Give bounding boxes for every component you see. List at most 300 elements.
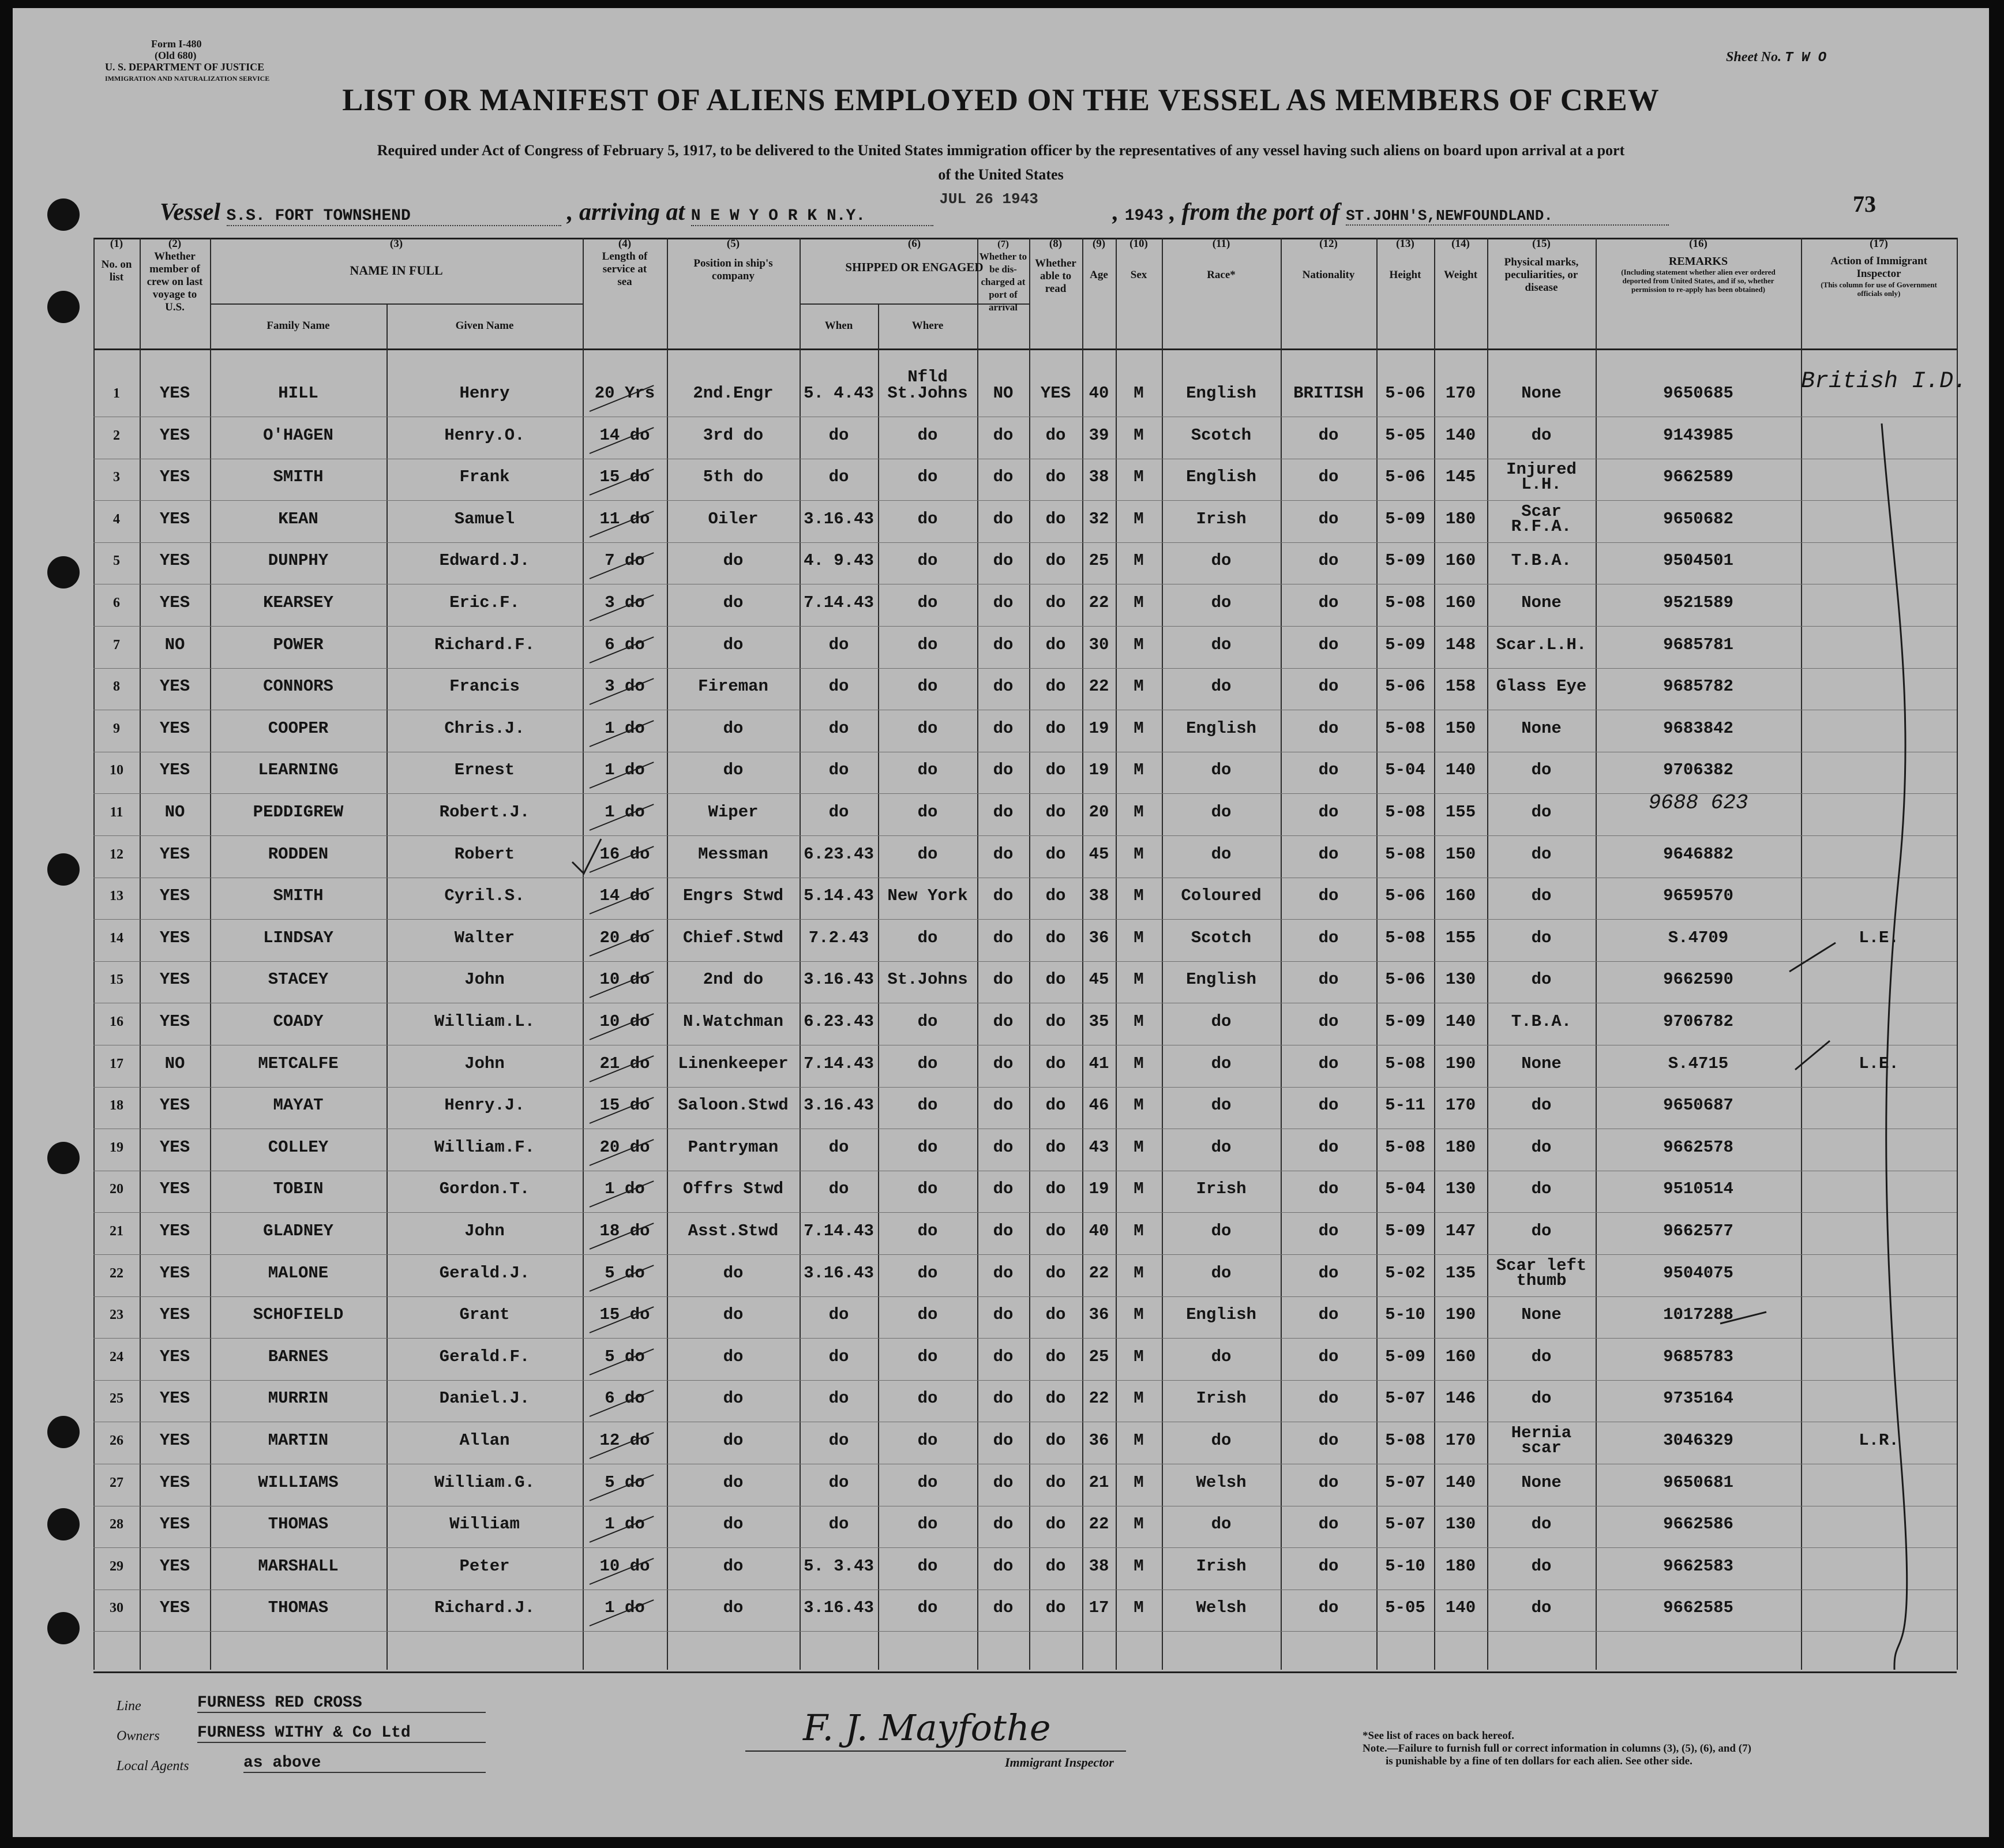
sex: M [1134,760,1144,780]
family-name: HILL [278,384,318,403]
nationality: do [1318,1515,1339,1534]
read-flag: do [1045,593,1066,612]
age: 41 [1089,1054,1109,1073]
height: 5-10 [1385,1556,1425,1576]
row-number: 15 [110,972,123,988]
col-action-header: (17) Action of Immigrant Inspector (This column for use of Government officials only) [1821,238,1937,298]
col-when-header: When [824,320,853,332]
sex: M [1134,1515,1144,1534]
discharged-flag: do [993,467,1014,487]
family-name: SCHOFIELD [253,1305,344,1325]
weight: 180 [1445,1137,1476,1157]
given-name: William [449,1515,520,1534]
physical-marks: Scar left thumb [1496,1255,1587,1290]
shipped-where: New York [887,886,968,906]
row-number: 17 [110,1056,123,1071]
sex: M [1134,593,1144,612]
fine-note: Note.—Failure to furnish full or correct information in columns (3), (5), (6), and (7) [1363,1742,1751,1755]
physical-marks: None [1521,1054,1562,1073]
family-name: RODDEN [268,844,329,864]
service-length: 20 do [599,928,650,947]
row-number: 28 [110,1517,123,1532]
race: do [1211,1221,1232,1240]
col-family-header: Family Name [267,320,330,332]
ship-position: Oiler [708,509,759,528]
service-length: 1 do [605,803,645,822]
given-name: Henry [459,384,510,403]
age: 20 [1089,803,1109,822]
race: do [1211,1054,1232,1073]
physical-marks: do [1531,844,1552,864]
nationality: do [1318,803,1339,822]
service-length: 16 do [599,844,650,864]
race: do [1211,1096,1232,1115]
physical-marks: do [1531,1137,1552,1157]
remarks: 9650687 [1663,1096,1733,1115]
physical-marks: do [1531,803,1552,822]
nationality: do [1318,1137,1339,1157]
vessel-name: S.S. FORT TOWNSHEND [227,207,561,226]
service-length: 1 do [605,1179,645,1199]
shipped-where: do [917,1598,938,1618]
height: 5-04 [1385,1179,1425,1199]
race: English [1186,1305,1256,1325]
given-name: William.L. [434,1012,535,1031]
member-flag: YES [159,1347,190,1366]
col-position-header: (5) Position in ship's company [693,238,773,282]
row-number: 5 [113,553,120,569]
shipped-where: do [917,1389,938,1408]
row-number: 27 [110,1475,123,1490]
service-length: 5 do [605,1472,645,1492]
physical-marks: do [1531,970,1552,989]
sex: M [1134,467,1144,487]
nationality: do [1318,677,1339,696]
given-name: Eric.F. [449,593,520,612]
weight: 170 [1445,1431,1476,1450]
member-flag: NO [164,1054,185,1073]
shipped-when: do [828,1179,849,1199]
service-length: 20 do [599,1137,650,1157]
race: do [1211,844,1232,864]
shipped-where: do [917,844,938,864]
remarks: 9662586 [1663,1515,1733,1534]
weight: 140 [1445,760,1476,780]
weight: 135 [1445,1263,1476,1283]
age: 25 [1089,551,1109,571]
row-number: 20 [110,1182,123,1197]
shipped-when: do [828,1347,849,1366]
read-flag: do [1045,1431,1066,1450]
member-flag: YES [159,467,190,487]
sex: M [1134,1054,1144,1073]
given-name: Francis [449,677,520,696]
given-name: Chris.J. [444,718,525,738]
remarks: 9650685 [1663,384,1733,403]
service-length: 5 do [605,1347,645,1366]
physical-marks: do [1531,1096,1552,1115]
ship-position: Chief.Stwd [682,928,784,947]
weight: 145 [1445,467,1476,487]
departure-port: ST.JOHN'S,NEWFOUNDLAND. [1346,207,1669,226]
service-length: 18 do [599,1221,650,1240]
sheet-number-label: Sheet No. T W O [1726,50,1827,66]
row-number: 21 [110,1224,123,1239]
discharged-flag: do [993,718,1014,738]
age: 45 [1089,970,1109,989]
remarks: 9735164 [1663,1389,1733,1408]
read-flag: do [1045,1556,1066,1576]
weight: 155 [1445,803,1476,822]
given-name: Robert.J. [439,803,530,822]
manifest-sheet [13,8,1989,1837]
col-remarks-header: (16) REMARKS (Including statement whether alien ever ordered deported from United States, and if so, whether permission to re-apply has been obtained) [1621,238,1776,294]
shipped-when: do [828,1431,849,1450]
sex: M [1134,384,1144,403]
ship-position: N.Watchman [682,1012,784,1031]
weight: 170 [1445,1096,1476,1115]
shipped-where: do [917,1054,938,1073]
shipped-where: do [917,1305,938,1325]
inspector-action: L.R. [1859,1431,1899,1450]
shipped-when: 7.14.43 [804,1221,874,1240]
member-flag: YES [159,1096,190,1115]
remarks: 9706382 [1663,760,1733,780]
shipped-when: 3.16.43 [804,970,874,989]
service-length: 1 do [605,1598,645,1618]
service-length: 3 do [605,677,645,696]
member-flag: YES [159,425,190,445]
weight: 130 [1445,1179,1476,1199]
read-flag: do [1045,1054,1066,1073]
given-name: William.F. [434,1137,535,1157]
height: 5-08 [1385,803,1425,822]
weight: 180 [1445,509,1476,528]
discharged-flag: do [993,1305,1014,1325]
height: 5-09 [1385,1347,1425,1366]
given-name: Henry.O. [444,425,525,445]
age: 17 [1089,1598,1109,1618]
race: English [1186,970,1256,989]
family-name: METCALFE [258,1054,339,1073]
age: 45 [1089,844,1109,864]
shipped-when: 3.16.43 [804,1096,874,1115]
shipped-where: do [917,1221,938,1240]
physical-marks: Injured L.H. [1506,460,1577,494]
family-name: KEAN [278,509,318,528]
service-length: 6 do [605,635,645,654]
read-flag: do [1045,760,1066,780]
race: English [1186,467,1256,487]
service-length: 15 do [599,467,650,487]
physical-marks: None [1521,1472,1562,1492]
member-flag: YES [159,1263,190,1283]
race: do [1211,803,1232,822]
service-length: 10 do [599,1012,650,1031]
remarks: 9143985 [1663,425,1733,445]
discharged-flag: do [993,844,1014,864]
height: 5-08 [1385,718,1425,738]
nationality: do [1318,1556,1339,1576]
physical-marks: T.B.A. [1511,551,1572,571]
shipped-when: do [828,677,849,696]
height: 5-06 [1385,970,1425,989]
remarks: 9504075 [1663,1263,1733,1283]
read-flag: do [1045,1305,1066,1325]
weight: 180 [1445,1556,1476,1576]
remarks: S.4709 [1668,928,1729,947]
arrival-year: 1943 [1124,207,1164,225]
member-flag: YES [159,509,190,528]
nationality: do [1318,886,1339,906]
sex: M [1134,1389,1144,1408]
col-sex-header: (10) Sex [1129,238,1148,281]
shipped-when: do [828,467,849,487]
col-member-header: (2) Whether member of crew on last voyage to U.S. [147,238,203,313]
shipped-where: do [917,1096,938,1115]
shipped-where: do [917,1012,938,1031]
physical-marks: do [1531,1598,1552,1618]
remarks: 9646882 [1663,844,1733,864]
nationality: do [1318,928,1339,947]
service-length: 15 do [599,1305,650,1325]
row-number: 12 [110,846,123,862]
given-name: Frank [459,467,510,487]
year-separator: , [1112,199,1119,226]
given-name: Gordon.T. [439,1179,530,1199]
nationality: do [1318,1431,1339,1450]
sex: M [1134,1472,1144,1492]
member-flag: YES [159,551,190,571]
read-flag: do [1045,803,1066,822]
inspector-action: British I.D. [1801,369,1968,395]
physical-marks: None [1521,384,1562,403]
row-number: 9 [113,721,120,736]
service-length: 6 do [605,1389,645,1408]
race: Scotch [1191,928,1252,947]
weight: 130 [1445,1515,1476,1534]
sex: M [1134,1263,1144,1283]
service-length: 14 do [599,886,650,906]
ship-position: Offrs Stwd [682,1179,784,1199]
shipped-where: do [917,760,938,780]
discharged-flag: do [993,425,1014,445]
given-name: Richard.F. [434,635,535,654]
age: 36 [1089,1305,1109,1325]
height: 5-08 [1385,1137,1425,1157]
shipped-when: 5. 4.43 [804,384,874,403]
discharged-flag: NO [993,384,1014,403]
shipped-when: do [828,1515,849,1534]
line-value: FURNESS RED CROSS [197,1694,486,1713]
member-flag: YES [159,1221,190,1240]
discharged-flag: do [993,1431,1014,1450]
col-physical-header: (15) Physical marks, peculiarities, or disease [1504,238,1579,294]
shipped-where: do [917,1263,938,1283]
member-flag: YES [159,718,190,738]
service-length: 14 do [599,425,650,445]
service-length: 21 do [599,1054,650,1073]
service-length: 10 do [599,1556,650,1576]
row-number: 11 [110,805,123,820]
given-name: John [464,970,505,989]
race: do [1211,593,1232,612]
shipped-when: do [828,760,849,780]
race: Irish [1196,1389,1247,1408]
age: 35 [1089,1012,1109,1031]
shipped-when: do [828,1472,849,1492]
ship-position: do [723,1556,744,1576]
shipped-where: do [917,928,938,947]
age: 19 [1089,718,1109,738]
age: 22 [1089,1389,1109,1408]
col-read-header: (8) Whether able to read [1035,238,1076,295]
shipped-where: do [917,1472,938,1492]
row-number: 26 [110,1433,123,1448]
ship-position: do [723,551,744,571]
age: 39 [1089,425,1109,445]
shipped-when: do [828,718,849,738]
read-flag: do [1045,467,1066,487]
weight: 140 [1445,1472,1476,1492]
nationality: do [1318,970,1339,989]
owners-label: Owners [117,1729,160,1744]
family-name: LINDSAY [263,928,333,947]
weight: 150 [1445,844,1476,864]
member-flag: NO [164,635,185,654]
nationality: do [1318,1347,1339,1366]
manifest-subtitle-2: of the United States [938,166,1064,183]
manifest-subtitle: Required under Act of Congress of February 5, 1917, to be delivered to the United States immigration officer by the representatives of any vessel having such aliens on board upon arrival at a port [377,142,1625,159]
shipped-where: do [917,1137,938,1157]
height: 5-10 [1385,1305,1425,1325]
race: do [1211,1263,1232,1283]
ship-position: do [723,593,744,612]
read-flag: do [1045,1221,1066,1240]
physical-marks: T.B.A. [1511,1012,1572,1031]
race: do [1211,760,1232,780]
physical-marks: do [1531,760,1552,780]
sex: M [1134,886,1144,906]
race: Scotch [1191,425,1252,445]
race: do [1211,635,1232,654]
weight: 140 [1445,1598,1476,1618]
given-name: Grant [459,1305,510,1325]
ship-position: 5th do [703,467,764,487]
discharged-flag: do [993,803,1014,822]
age: 19 [1089,760,1109,780]
given-name: Edward.J. [439,551,530,571]
given-name: Samuel [454,509,515,528]
height: 5-09 [1385,509,1425,528]
remarks: 9685782 [1663,677,1733,696]
family-name: CONNORS [263,677,333,696]
shipped-where: do [917,1515,938,1534]
family-name: KEARSEY [263,593,333,612]
service-length: 1 do [605,1515,645,1534]
race: Coloured [1181,886,1262,906]
physical-marks: Scar R.F.A. [1511,501,1572,536]
ship-position: Wiper [708,803,759,822]
height: 5-11 [1385,1096,1425,1115]
shipped-when: 7.14.43 [804,1054,874,1073]
family-name: TOBIN [273,1179,324,1199]
col-race-header: (11) Race* [1207,238,1236,281]
races-note: *See list of races on back hereof. [1363,1730,1514,1742]
age: 22 [1089,1263,1109,1283]
weight: 190 [1445,1054,1476,1073]
read-flag: do [1045,970,1066,989]
discharged-flag: do [993,928,1014,947]
read-flag: do [1045,635,1066,654]
sex: M [1134,718,1144,738]
weight: 140 [1445,425,1476,445]
shipped-where: do [917,593,938,612]
nationality: do [1318,1096,1339,1115]
height: 5-07 [1385,1389,1425,1408]
service-length: 3 do [605,593,645,612]
weight: 146 [1445,1389,1476,1408]
sex: M [1134,551,1144,571]
member-flag: YES [159,1598,190,1618]
department: U. S. DEPARTMENT OF JUSTICE [105,61,265,73]
age: 22 [1089,677,1109,696]
ship-position: do [723,1472,744,1492]
remarks: 9662577 [1663,1221,1733,1240]
shipped-where: do [917,425,938,445]
ship-position: do [723,1515,744,1534]
height: 5-08 [1385,1431,1425,1450]
col-age-header: (9) Age [1090,238,1108,281]
shipped-when: 4. 9.43 [804,551,874,571]
ship-position: do [723,1598,744,1618]
discharged-flag: do [993,1179,1014,1199]
service-length: 10 do [599,970,650,989]
height: 5-02 [1385,1263,1425,1283]
discharged-flag: do [993,1472,1014,1492]
physical-marks: do [1531,1515,1552,1534]
remarks: S.4715 [1668,1054,1729,1073]
shipped-where: do [917,1431,938,1450]
weight: 148 [1445,635,1476,654]
family-name: MURRIN [268,1389,329,1408]
physical-marks: None [1521,1305,1562,1325]
row-number: 14 [110,930,123,946]
sex: M [1134,803,1144,822]
vessel-label: Vessel [160,199,220,226]
race: Welsh [1196,1472,1247,1492]
shipped-where: do [917,635,938,654]
row-number: 24 [110,1349,123,1365]
nationality: do [1318,551,1339,571]
row-number: 3 [113,470,120,485]
race: English [1186,718,1256,738]
row-number: 13 [110,889,123,904]
shipped-when: do [828,1389,849,1408]
height: 5-07 [1385,1472,1425,1492]
sex: M [1134,844,1144,864]
nationality: do [1318,844,1339,864]
shipped-when: 6.23.43 [804,1012,874,1031]
height: 5-06 [1385,467,1425,487]
weight: 140 [1445,1012,1476,1031]
sex: M [1134,1347,1144,1366]
read-flag: do [1045,677,1066,696]
family-name: MALONE [268,1263,329,1283]
ship-position: Asst.Stwd [688,1221,779,1240]
ship-position: Pantryman [688,1137,779,1157]
read-flag: do [1045,886,1066,906]
